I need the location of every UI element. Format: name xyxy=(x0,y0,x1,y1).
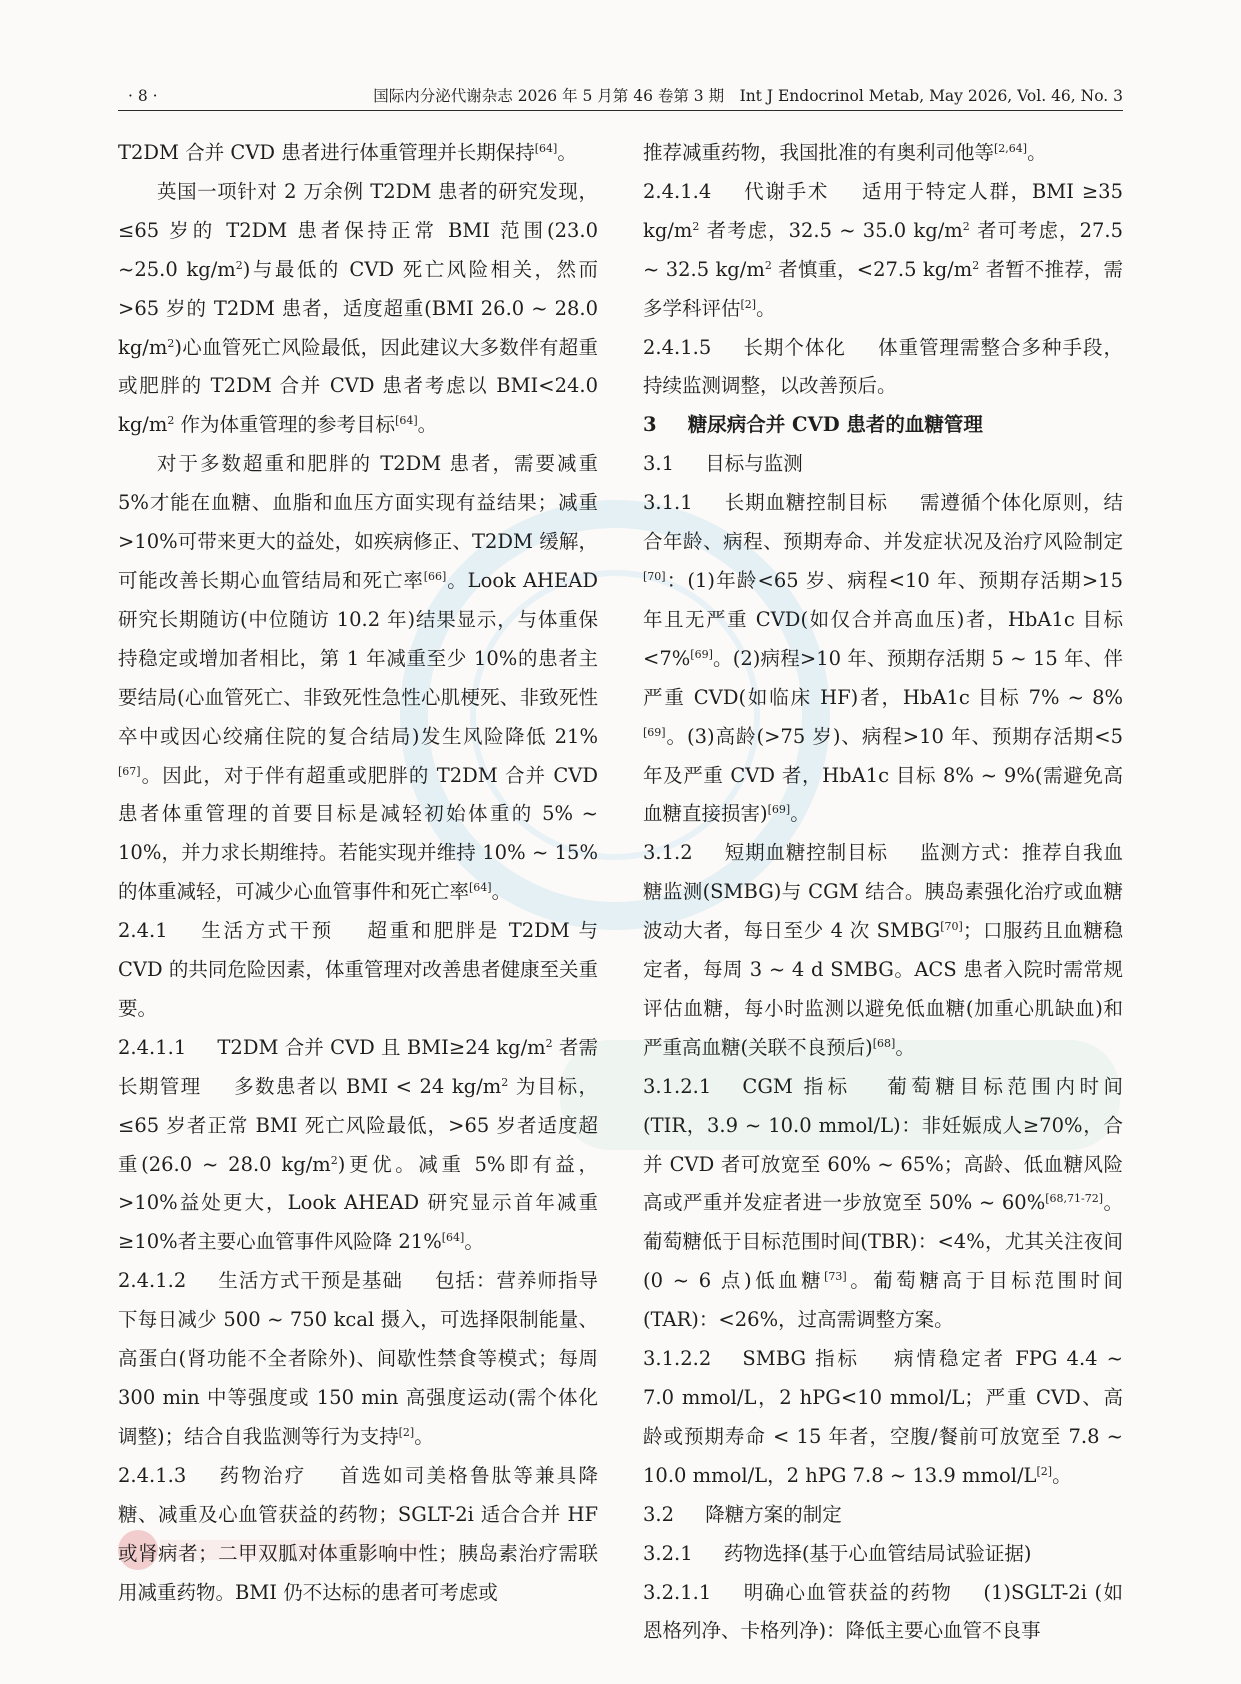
citation: [69] xyxy=(690,647,713,661)
section-number: 2.4.1.1 xyxy=(118,1035,187,1059)
text: (1)SGLT-2i (如恩格列净、卡格列净)：降低主要心血管不良事 xyxy=(643,1580,1123,1643)
section-title: 长期个体化 xyxy=(742,335,846,359)
citation: [2] xyxy=(398,1425,415,1439)
left-column xyxy=(118,134,598,1612)
section-number: 3.2.1 xyxy=(643,1541,693,1565)
section-2-4-1-3 xyxy=(118,1457,598,1613)
section-title: 短期血糖控制目标 xyxy=(723,841,888,865)
section-title: 降糖方案的制定 xyxy=(705,1502,842,1526)
text: 。 xyxy=(895,1035,915,1059)
text: )心血管死亡风险最低，因此建议大多数伴有超重或肥胖的 T2DM 合并 CVD 患者考虑以 BMI<24.0 kg/m xyxy=(118,335,598,437)
text: 。 xyxy=(491,880,512,904)
text: T2DM 合并 CVD 患者进行体重管理并长期保持 xyxy=(118,141,535,164)
superscript: 2 xyxy=(235,258,243,272)
text: 。因此，对于伴有超重或肥胖的 T2DM 合并 CVD 患者体重管理的首要目标是减轻初始体重的 5% ~ 10%，并力求长期维持。若能实现并维持 10% ~ 15%的体重减轻，可减少心血管事件和死亡率 xyxy=(118,763,598,904)
section-number: 2.4.1.3 xyxy=(118,1463,187,1487)
text: 者考虑，32.5 ~ 35.0 kg/m xyxy=(699,218,963,242)
section-heading-3-2-1 xyxy=(643,1535,1123,1574)
text: 病情稳定者 FPG 4.4 ~ 7.0 mmol/L，2 hPG<10 mmol/L；严重 CVD、高龄或预期寿命 < 15 年者，空腹/餐前可放宽至 7.8 ~ 10.0 mmol/L，2 hPG 7.8 ~ 13.9 mmol/L xyxy=(643,1347,1123,1487)
citation: [2] xyxy=(740,297,757,311)
text: 为目标，≤65 岁者正常 BMI 死亡风险最低，>65 岁者适度超重(26.0 ~ 28.0 kg/m xyxy=(118,1074,598,1176)
section-title: 目标与监测 xyxy=(705,452,803,476)
superscript: 2 xyxy=(962,219,970,233)
section-number: 3.1 xyxy=(643,452,675,476)
text: 。 xyxy=(756,296,776,320)
section-title: 代谢手术 xyxy=(742,179,830,203)
superscript: 2 xyxy=(764,258,772,272)
section-title: 生活方式干预是基础 xyxy=(217,1269,403,1293)
section-2-4-1-1 xyxy=(118,1029,598,1262)
text: 多数患者以 BMI < 24 kg/m xyxy=(232,1074,502,1098)
section-title: CGM 指标 xyxy=(742,1074,852,1098)
superscript: 2 xyxy=(167,414,175,428)
citation: [64] xyxy=(534,142,558,155)
citation: [70] xyxy=(940,920,963,934)
text: 。 xyxy=(1052,1463,1072,1487)
section-title: 明确心血管获益的药物 xyxy=(742,1580,953,1604)
text: 者暂不推荐，需多学科评估 xyxy=(643,257,1124,320)
section-3-1-2-2 xyxy=(643,1340,1123,1496)
citation: [68] xyxy=(872,1036,896,1050)
section-2-4-1-4 xyxy=(643,173,1123,329)
text: 。 xyxy=(417,413,438,437)
section-title: 药物选择(基于心血管结局试验证据) xyxy=(723,1541,1032,1565)
text: 者可考虑，27.5 ~ 32.5 kg/m xyxy=(643,218,1123,281)
section-number: 3.1.2.2 xyxy=(643,1347,712,1371)
citation: [70] xyxy=(643,569,666,583)
section-title: 生活方式干预 xyxy=(198,919,334,943)
section-number: 2.4.1.5 xyxy=(643,335,712,359)
text: 。 xyxy=(414,1424,434,1448)
right-column xyxy=(643,134,1123,1651)
superscript: 2 xyxy=(330,1153,338,1167)
superscript: 2 xyxy=(501,1075,509,1089)
text: 对于多数超重和肥胖的 T2DM 患者，需要减重 5%才能在血糖、血脂和血压方面实现有益结果；减重>10%可带来更大的益处，如疾病修正、T2DM 缓解，可能改善长期心血管结局和死亡率 xyxy=(118,452,598,592)
citation: [64] xyxy=(395,414,418,428)
text: 。 xyxy=(557,141,577,164)
section-number: 3.1.1 xyxy=(643,491,693,515)
text: 。 xyxy=(1027,141,1047,164)
text: 首选如司美格鲁肽等兼具降糖、减重及心血管获益的药物；SGLT-2i 适合合并 HF 或肾病者；二甲双胍对体重影响中性；胰岛素治疗需联用减重药物。BMI 仍不达标的患者可考虑或 xyxy=(118,1463,598,1604)
citation: [2,64] xyxy=(994,142,1028,155)
text: 体重管理需整合多种手段，持续监测调整，以改善预后。 xyxy=(643,335,1123,398)
section-title: 药物治疗 xyxy=(217,1463,307,1487)
section-heading-3-1 xyxy=(643,445,1123,484)
paragraph xyxy=(118,173,598,445)
section-heading-3 xyxy=(643,406,1123,445)
section-3-1-1 xyxy=(643,484,1123,834)
section-3-2-1-1 xyxy=(643,1574,1123,1652)
text: ；口服药且血糖稳定者，每周 3 ~ 4 d SMBG。ACS 患者入院时需常规评估血糖，每小时监测以避免低血糖(加重心肌缺血)和严重高血糖(关联不良预后) xyxy=(643,919,1123,1059)
page-header xyxy=(118,84,1123,111)
section-2-4-1-2 xyxy=(118,1262,598,1457)
text: 。葡萄糖高于目标范围时间(TAR)：<26%，过高需调整方案。 xyxy=(643,1269,1123,1332)
section-2-4-1 xyxy=(118,912,598,1029)
section-number: 3.2.1.1 xyxy=(643,1580,712,1604)
section-title: 长期血糖控制目标 xyxy=(723,491,888,515)
section-title: 糖尿病合并 CVD 患者的血糖管理 xyxy=(687,413,983,437)
section-number: 3.2 xyxy=(643,1502,675,1526)
text: 。Look AHEAD 研究长期随访(中位随访 10.2 年)结果显示，与体重保持稳定或增加者相比，第 1 年减重至少 10%的患者主要结局(心血管死亡、非致死性急性心肌梗死、非致死性卒中或因心绞痛住院的复合结局)发生风险降低 21% xyxy=(118,568,598,748)
citation: [67] xyxy=(118,764,141,778)
text: 需遵循个体化原则，结合年龄、病程、预期寿命、并发症状况及治疗风险制定 xyxy=(643,491,1123,554)
text: 。葡萄糖低于目标范围时间(TBR)：<4%，尤其关注夜间(0 ~ 6 点)低血糖 xyxy=(643,1191,1123,1293)
text: 适用于特定人群，BMI ≥35 kg/m xyxy=(643,179,1123,242)
superscript: 2 xyxy=(545,1036,553,1050)
section-2-4-1-5 xyxy=(643,329,1123,407)
citation: [64] xyxy=(469,881,492,895)
text: ：(1)年龄<65 岁、病程<10 年、预期存活期>15 年且无严重 CVD(如仅合并高血压)者，HbA1c 目标<7% xyxy=(643,568,1123,670)
citation: [68,71-72] xyxy=(1045,1192,1104,1206)
text: 超重和肥胖是 T2DM 与 CVD 的共同危险因素，体重管理对改善患者健康至关重要。 xyxy=(118,919,598,1020)
text: 。 xyxy=(790,802,810,826)
section-heading-3-2 xyxy=(643,1496,1123,1535)
citation: [73] xyxy=(824,1270,847,1284)
text: 作为体重管理的参考目标 xyxy=(174,413,396,437)
text: 推荐减重药物，我国批准的有奥利司他等 xyxy=(643,141,995,164)
journal-citation: 国际内分泌代谢杂志 2026 年 5 月第 46 卷第 3 期 Int J Endocrinol Metab, May 2026, Vol. 46, No. 3 xyxy=(373,87,1123,105)
text: 监测方式：推荐自我血糖监测(SMBG)与 CGM 结合。胰岛素强化治疗或血糖波动大者，每日至少 4 次 SMBG xyxy=(643,841,1123,943)
text: )更优。减重 5%即有益，>10%益处更大，Look AHEAD 研究显示首年减重≥10%者主要心血管事件风险降 21% xyxy=(118,1152,598,1254)
section-number: 3.1.2 xyxy=(643,841,693,865)
text: 者慎重，<27.5 kg/m xyxy=(771,257,973,281)
text: )与最低的 CVD 死亡风险相关，然而>65 岁的 T2DM 患者，适度超重(BMI 26.0 ~ 28.0 kg/m xyxy=(118,257,598,359)
superscript: 2 xyxy=(972,258,980,272)
section-title: 者需长期管理 xyxy=(118,1035,598,1098)
section-number: 2.4.1 xyxy=(118,919,168,943)
citation: [66] xyxy=(423,569,447,583)
text: 包括：营养师指导下每日减少 500 ~ 750 kcal 摄入，可选择限制能量、高蛋白(肾功能不全者除外)、间歇性禁食等模式；每周 300 min 中等强度或 150 min 高强度运动(需个体化调整)；结合自我监测等行为支持 xyxy=(118,1269,598,1448)
text: 。 xyxy=(464,1230,484,1254)
text: 。(2)病程>10 年、预期存活期 5 ~ 15 年、伴严重 CVD(如临床 HF)者，HbA1c 目标 7% ~ 8% xyxy=(643,646,1123,709)
section-3-1-2-1 xyxy=(643,1068,1123,1340)
text: 葡萄糖目标范围内时间(TIR，3.9 ~ 10.0 mmol/L)：非妊娠成人≥70%，合并 CVD 者可放宽至 60% ~ 65%；高龄、低血糖风险高或严重并发症者进一步放宽至 50% ~ 60% xyxy=(643,1074,1123,1215)
superscript: 2 xyxy=(692,219,700,233)
section-number: 3.1.2.1 xyxy=(643,1074,712,1098)
paragraph xyxy=(118,134,598,173)
citation: [2] xyxy=(1036,1464,1053,1478)
paragraph xyxy=(643,134,1123,173)
text: 英国一项针对 2 万余例 T2DM 患者的研究发现，≤65 岁的 T2DM 患者保持正常 BMI 范围(23.0 ~25.0 kg/m xyxy=(118,179,598,281)
superscript: 2 xyxy=(167,336,175,350)
section-title: T2DM 合并 CVD 且 BMI≥24 kg/m xyxy=(217,1035,546,1059)
section-3-1-2 xyxy=(643,834,1123,1067)
section-number: 2.4.1.4 xyxy=(643,179,712,203)
section-number: 3 xyxy=(643,413,657,437)
citation: [69] xyxy=(767,803,791,817)
section-number: 2.4.1.2 xyxy=(118,1269,187,1293)
citation: [69] xyxy=(643,725,666,739)
page-number: · 8 · xyxy=(128,87,158,105)
citation: [64] xyxy=(441,1231,465,1245)
text: 。(3)高龄(>75 岁)、病程>10 年、预期存活期<5 年及严重 CVD 者，HbA1c 目标 8% ~ 9%(需避免高血糖直接损害) xyxy=(643,724,1123,826)
paragraph xyxy=(118,445,598,912)
section-title: SMBG 指标 xyxy=(742,1347,860,1371)
